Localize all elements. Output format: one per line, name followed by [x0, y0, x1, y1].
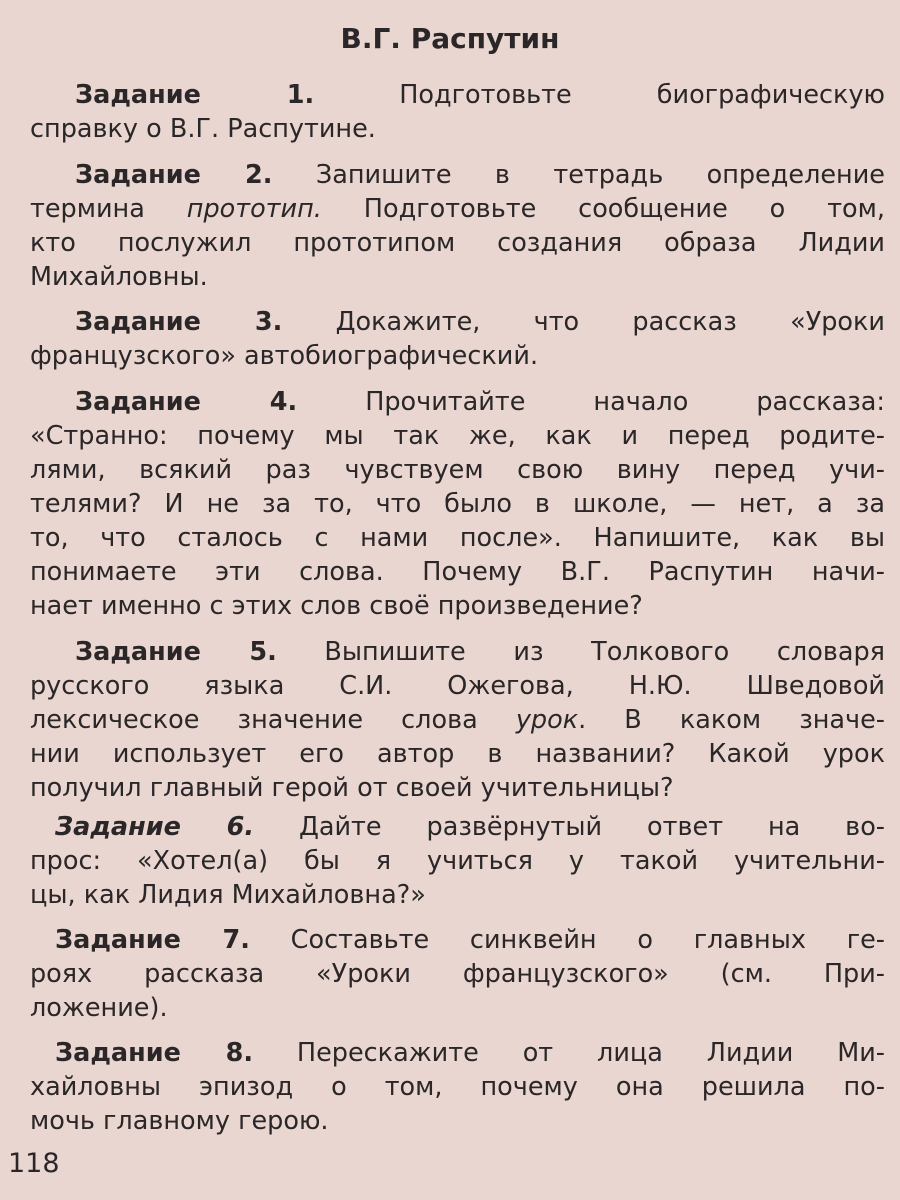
- text-line: [30, 923, 885, 957]
- task-label: Задание 1.: [75, 80, 315, 110]
- text-segment: телями? И не за то, что было в школе, — нет, а за: [30, 489, 885, 519]
- text-line: [30, 521, 885, 555]
- text-segment: термина: [30, 194, 187, 224]
- task-7: [30, 923, 885, 1025]
- text-line: [30, 771, 885, 805]
- text-segment: Перескажите от лица Лидии Ми-: [253, 1038, 885, 1068]
- text-line: [30, 305, 885, 339]
- text-segment: понимаете эти слова. Почему В.Г. Распутин начи-: [30, 557, 885, 587]
- text-segment: лями, всякий раз чувствуем свою вину перед учи-: [30, 455, 885, 485]
- text-segment: прос: «Хотел(а) бы я учиться у такой учительни-: [30, 846, 885, 876]
- task-label: Задание 5.: [75, 637, 277, 667]
- task-3: [30, 305, 885, 373]
- text-line: [30, 669, 885, 703]
- task-4: [30, 385, 885, 623]
- text-segment: русского языка С.И. Ожегова, Н.Ю. Шведовой: [30, 671, 885, 701]
- text-line: [30, 487, 885, 521]
- text-segment: получил главный герой от своей учительницы?: [30, 773, 674, 803]
- text-line: [30, 112, 885, 146]
- text-line: [30, 78, 885, 112]
- text-line: [30, 385, 885, 419]
- text-segment: кто послужил прототипом создания образа Лидии: [30, 228, 885, 258]
- text-line: [30, 158, 885, 192]
- text-segment: справку о В.Г. Распутине.: [30, 114, 376, 144]
- text-line: [30, 419, 885, 453]
- text-segment: Запишите в тетрадь определение: [272, 160, 885, 190]
- text-line: [30, 957, 885, 991]
- task-label: Задание 6.: [55, 812, 255, 842]
- text-segment: «Странно: почему мы так же, как и перед родите-: [30, 421, 885, 451]
- task-8: [30, 1036, 885, 1138]
- text-line: [30, 844, 885, 878]
- text-segment: цы, как Лидия Михайловна?»: [30, 880, 426, 910]
- task-label: Задание 7.: [55, 925, 250, 955]
- text-segment: Выпишите из Толкового словаря: [276, 637, 886, 667]
- text-line: [30, 635, 885, 669]
- task-label: Задание 2.: [75, 160, 273, 190]
- task-1: [30, 78, 885, 146]
- text-segment: то, что сталось с нами после». Напишите, как вы: [30, 523, 885, 553]
- text-line: [30, 703, 885, 737]
- task-label: Задание 3.: [75, 307, 283, 337]
- text-segment: нает именно с этих слов своё произведение?: [30, 591, 643, 621]
- page-title: В.Г. Распутин: [340, 22, 560, 55]
- text-line: [30, 555, 885, 589]
- text-line: [30, 260, 885, 294]
- text-segment: французского» автобиографический.: [30, 341, 539, 371]
- text-segment: Докажите, что рассказ «Уроки: [282, 307, 885, 337]
- text-segment: Михайловны.: [30, 262, 208, 292]
- text-segment: Подготовьте биографическую: [314, 80, 886, 110]
- text-segment: прототип.: [186, 194, 322, 224]
- text-segment: хайловны эпизод о том, почему она решила по-: [30, 1072, 885, 1102]
- text-segment: ложение).: [30, 993, 168, 1023]
- text-line: [30, 192, 885, 226]
- task-label: Задание 4.: [75, 387, 298, 417]
- text-segment: Дайте развёрнутый ответ на во-: [254, 812, 886, 842]
- text-line: [30, 1036, 885, 1070]
- text-segment: Подготовьте сообщение о том,: [321, 194, 886, 224]
- text-line: [30, 1070, 885, 1104]
- text-line: [30, 878, 885, 912]
- text-segment: урок: [515, 705, 579, 735]
- text-line: [30, 339, 885, 373]
- text-line: [30, 810, 885, 844]
- text-segment: лексическое значение слова: [30, 705, 516, 735]
- task-6: [30, 810, 885, 912]
- text-segment: . В каком значе-: [578, 705, 886, 735]
- text-line: [30, 226, 885, 260]
- text-segment: мочь главному герою.: [30, 1106, 329, 1136]
- task-5: [30, 635, 885, 805]
- text-line: [30, 453, 885, 487]
- text-line: [30, 737, 885, 771]
- text-segment: роях рассказа «Уроки французского» (см. При-: [30, 959, 885, 989]
- task-label: Задание 8.: [55, 1038, 254, 1068]
- task-2: [30, 158, 885, 294]
- text-line: [30, 991, 885, 1025]
- text-segment: Составьте синквейн о главных ге-: [249, 925, 885, 955]
- text-segment: Прочитайте начало рассказа:: [297, 387, 886, 417]
- page-number: 118: [8, 1148, 60, 1179]
- text-line: [30, 589, 885, 623]
- text-segment: нии использует его автор в названии? Какой урок: [30, 739, 885, 769]
- text-line: [30, 1104, 885, 1138]
